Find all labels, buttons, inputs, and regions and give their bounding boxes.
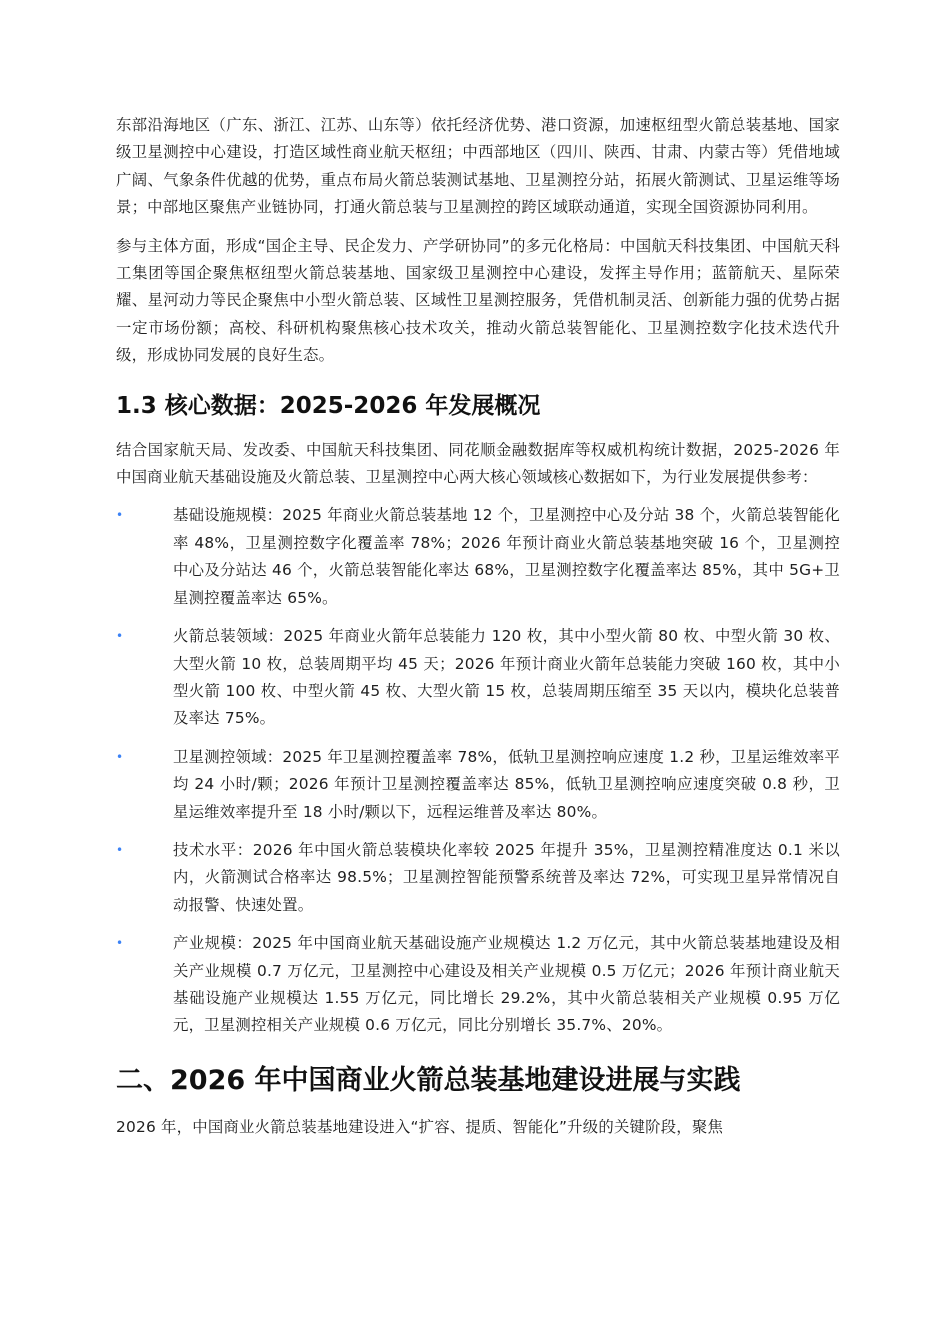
list-item-text: 技术水平：2026 年中国火箭总装模块化率较 2025 年提升 35%，卫星测控精准度达 0.1 米以内，火箭测试合格率达 98.5%；卫星测控智能预警系统普及率达 72%，可实现卫星异常情况自动报警、快速处置。 (173, 840, 840, 914)
list-item-text: 基础设施规模：2025 年商业火箭总装基地 12 个，卫星测控中心及分站 38 个，火箭总装智能化率 48%，卫星测控数字化覆盖率 78%；2026 年预计商业火箭总装基地突破 16 个，卫星测控中心及分站达 46 个，火箭总装智能化率达 68%，卫星测控数字化覆盖率达 85%，其中 5G+卫星测控覆盖率达 65%。 (173, 506, 840, 607)
bullet-icon: • (116, 842, 124, 857)
bullet-icon: • (116, 936, 124, 951)
section-1-3-heading: 1.3 核心数据：2025-2026 年发展概况 (116, 392, 541, 419)
section-2-intro: 2026 年，中国商业火箭总装基地建设进入“扩容、提质、智能化”升级的关键阶段，聚焦 (116, 1117, 724, 1136)
bullet-icon: • (116, 749, 124, 764)
list-item (116, 930, 840, 1040)
list-item-text: 卫星测控领域：2025 年卫星测控覆盖率 78%，低轨卫星测控响应速度 1.2 秒，卫星运维效率平均 24 小时/颗；2026 年预计卫星测控覆盖率达 85%，低轨卫星测控响应速度突破 0.8 秒，卫星运维效率提升至 18 小时/颗以下，远程运维普及率达 80%。 (173, 747, 840, 821)
list-item (116, 502, 840, 612)
section-1-3-intro: 结合国家航天局、发改委、中国航天科技集团、同花顺金融数据库等权威机构统计数据，2025-2026 年中国商业航天基础设施及火箭总装、卫星测控中心两大核心领域核心数据如下，为行业发展提供参考： (116, 440, 840, 487)
paragraph-participants: 参与主体方面，形成“国企主导、民企发力、产学研协同”的多元化格局：中国航天科技集团、中国航天科工集团等国企聚焦枢纽型火箭总装基地、国家级卫星测控中心建设，发挥主导作用；蓝箭航天、星际荣耀、星河动力等民企聚焦中小型火箭总装、区域性卫星测控服务，凭借机制灵活、创新能力强的优势占据一定市场份额；高校、科研机构聚焦核心技术攻关，推动火箭总装智能化、卫星测控数字化技术迭代升级，形成协同发展的良好生态。 (116, 236, 840, 365)
list-item (116, 744, 840, 826)
list-item-text: 火箭总装领域：2025 年商业火箭年总装能力 120 枚，其中小型火箭 80 枚、中型火箭 30 枚、大型火箭 10 枚，总装周期平均 45 天；2026 年预计商业火箭年总装能力突破 160 枚，其中小型火箭 100 枚、中型火箭 45 枚、大型火箭 15 枚，总装周期压缩至 35 天以内，模块化总装普及率达 75%。 (173, 627, 840, 728)
section-2-heading: 二、2026 年中国商业火箭总装基地建设进展与实践 (116, 1064, 741, 1096)
document-page (116, 112, 840, 1152)
list-item-text: 产业规模：2025 年中国商业航天基础设施产业规模达 1.2 万亿元，其中火箭总装基地建设及相关产业规模 0.7 万亿元，卫星测控中心建设及相关产业规模 0.5 万亿元；2026 年预计商业航天基础设施产业规模达 1.55 万亿元，同比增长 29.2%，其中火箭总装相关产业规模 0.95 万亿元，卫星测控相关产业规模 0.6 万亿元，同比分别增长 35.7%、20%。 (173, 934, 840, 1035)
paragraph-regional-layout: 东部沿海地区（广东、浙江、江苏、山东等）依托经济优势、港口资源，加速枢纽型火箭总装基地、国家级卫星测控中心建设，打造区域性商业航天枢纽；中西部地区（四川、陕西、甘肃、内蒙古等）凭借地域广阔、气象条件优越的优势，重点布局火箭总装测试基地、卫星测控分站，拓展火箭测试、卫星运维等场景；中部地区聚焦产业链协同，打通火箭总装与卫星测控的跨区域联动通道，实现全国资源协同利用。 (116, 116, 840, 217)
bullet-icon: • (116, 629, 124, 644)
list-item (116, 623, 840, 733)
bullet-icon: • (116, 508, 124, 523)
list-item (116, 837, 840, 919)
